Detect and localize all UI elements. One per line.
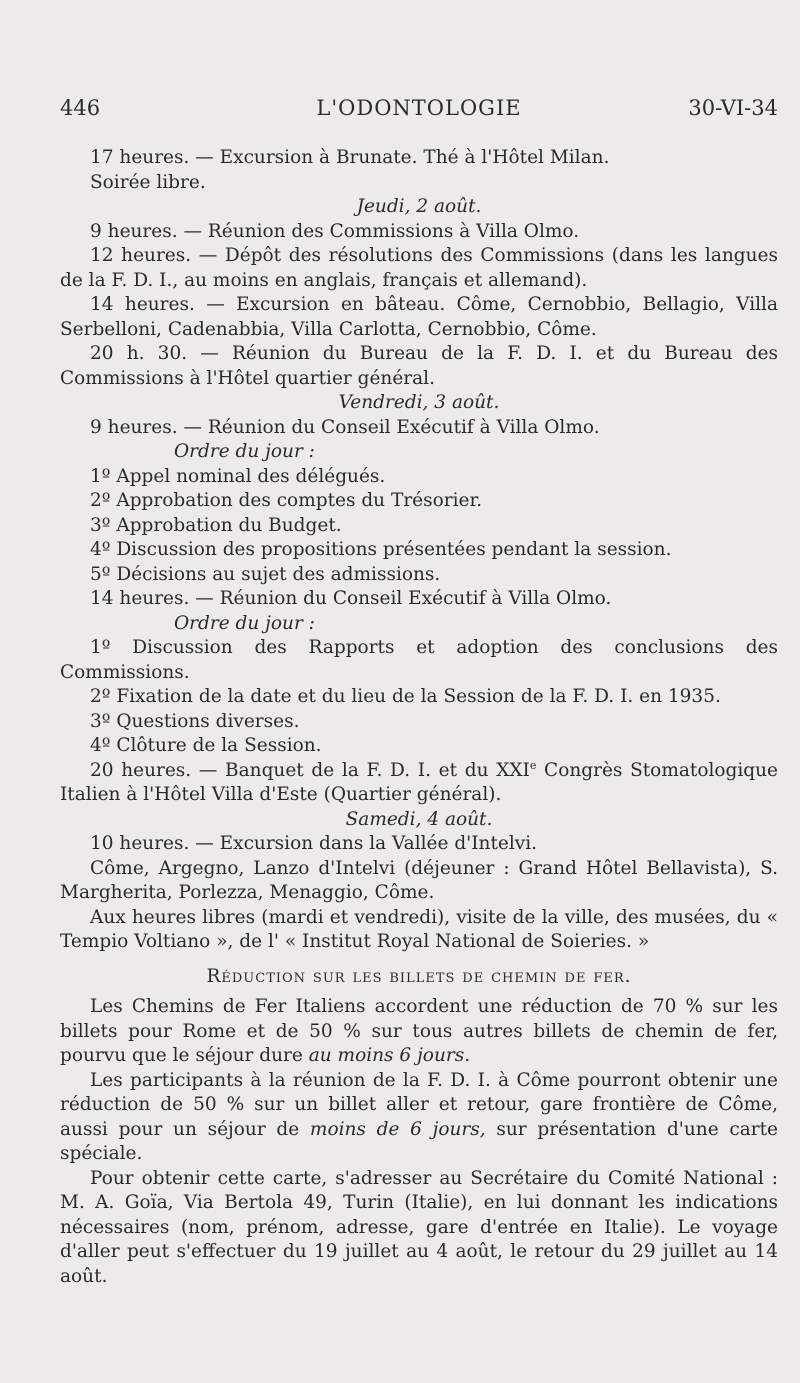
schedule-line: 17 heures. — Excursion à Brunate. Thé à l'Hôtel Milan.: [90, 147, 610, 168]
section-heading: Réduction sur les billets de chemin de fer.: [206, 965, 632, 987]
section-paragraph: Pour obtenir cette carte, s'adresser au Secrétaire du Comité National : M. A. Goïa, Via Bertola 49, Turin (Italie), en lui donnant les indications nécessaires (nom, prénom, adresse, gare d'entrée en Italie). Le voyage d'aller peut s'effectuer du 19 juillet au 4 août, le retour du 29 juillet au 14 août.: [60, 1167, 778, 1287]
schedule-paragraph: 12 heures. — Dépôt des résolutions des Commissions (dans les langues de la F. D. I., au moins en anglais, français et allemand).: [60, 245, 778, 291]
section-paragraph: [60, 995, 778, 1069]
agenda-heading: Ordre du jour :: [174, 441, 315, 462]
agenda-heading: Ordre du jour :: [174, 612, 315, 634]
schedule-line: Soirée libre.: [90, 171, 206, 193]
agenda-item: 3º Questions diverses.: [90, 710, 300, 732]
day-heading: Jeudi, 2 août.: [356, 196, 482, 217]
agenda-item: 2º Fixation de la date et du lieu de la Session de la F. D. I. en 1935.: [90, 686, 721, 707]
section-paragraph: [60, 1069, 778, 1167]
agenda-item: 4º Discussion des propositions présentées pendant la session.: [90, 539, 672, 560]
schedule-paragraph: [60, 759, 778, 808]
banquet-text-end: Congrès Stomatologique Italien à l'Hôtel Villa d'Este (Quartier général).: [60, 759, 778, 805]
page-body: [60, 146, 778, 1289]
journal-title: L'ODONTOLOGIE: [316, 96, 522, 120]
agenda-item: 5º Décisions au sujet des admissions.: [90, 563, 441, 585]
banquet-text-start: 20 heures. — Banquet de la F. D. I. et du XXI: [90, 759, 530, 781]
emphasis-text: au moins 6 jours.: [308, 1045, 471, 1066]
schedule-paragraph: Aux heures libres (mardi et vendredi), visite de la ville, des musées, du « Tempio Voltiano », de l' « Institut Royal National de Soieries. »: [60, 906, 778, 952]
agenda-item: 3º Approbation du Budget.: [90, 514, 342, 536]
emphasis-text: moins de 6 jours,: [309, 1118, 486, 1140]
agenda-item: 1º Discussion des Rapports et adoption des conclusions des Commissions.: [60, 637, 778, 683]
day-heading: Vendredi, 3 août.: [338, 392, 500, 413]
agenda-item: 1º Appel nominal des délégués.: [90, 465, 386, 487]
ordinal-superscript: e: [529, 758, 537, 772]
page-number: 446: [60, 96, 101, 120]
issue-date: 30-VI-34: [688, 96, 778, 120]
schedule-paragraph: 14 heures. — Excursion en bâteau. Côme, Cernobbio, Bellagio, Villa Serbelloni, Cadenabbia, Villa Carlotta, Cernobbio, Côme.: [60, 294, 778, 340]
agenda-item: 2º Approbation des comptes du Trésorier.: [90, 490, 483, 511]
paragraph-text: Les Chemins de Fer Italiens accordent une réduction de 70 % sur les billets pour Rome et de 50 % sur tous autres billets de chemin de fer, pourvu que le séjour dure: [60, 996, 778, 1066]
day-heading: Samedi, 4 août.: [345, 808, 493, 830]
schedule-line: 9 heures. — Réunion du Conseil Exécutif à Villa Olmo.: [90, 416, 600, 438]
schedule-line: 14 heures. — Réunion du Conseil Exécutif à Villa Olmo.: [90, 588, 612, 609]
schedule-paragraph: Côme, Argegno, Lanzo d'Intelvi (déjeuner : Grand Hôtel Bellavista), S. Margherita, Porlezza, Menaggio, Côme.: [60, 857, 778, 903]
paragraph-text: sur présentation d'une carte spéciale.: [60, 1118, 778, 1164]
agenda-item: 4º Clôture de la Session.: [90, 735, 322, 756]
running-header: [60, 96, 778, 126]
schedule-line: 9 heures. — Réunion des Commissions à Villa Olmo.: [90, 220, 580, 242]
schedule-line: 10 heures. — Excursion dans la Vallée d'Intelvi.: [90, 833, 538, 854]
paragraph-text: Les participants à la réunion de la F. D. I. à Côme pourront obtenir une réduction de 50 % sur un billet aller et retour, gare frontière de Côme, aussi pour un séjour de: [60, 1069, 778, 1140]
schedule-paragraph: 20 h. 30. — Réunion du Bureau de la F. D. I. et du Bureau des Commissions à l'Hôtel quartier général.: [60, 343, 778, 389]
